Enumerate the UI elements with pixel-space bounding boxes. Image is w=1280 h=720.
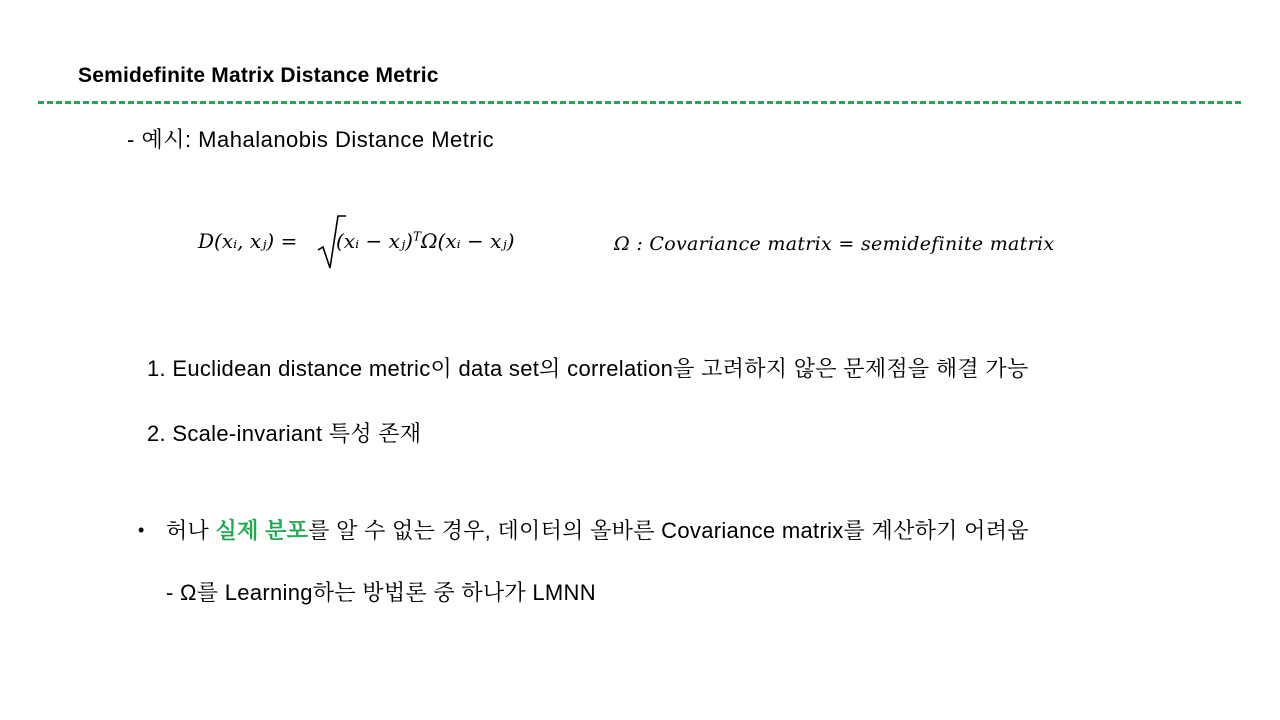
omega-definition: Ω : Covariance matrix = semidefinite matrix: [614, 233, 1055, 255]
bullet-marker: •: [138, 520, 145, 540]
sub-bullet: - Ω를 Learning하는 방법론 중 하나가 LMNN: [166, 580, 596, 605]
formula-radicand: [336, 229, 515, 253]
formula-radicand-pre: (xᵢ − xⱼ): [336, 229, 413, 253]
formula-lhs: D(xᵢ, xⱼ) =: [198, 229, 298, 253]
slide-title: Semidefinite Matrix Distance Metric: [78, 64, 439, 87]
bullet-highlight: 실제 분포: [215, 518, 309, 543]
point-1: 1. Euclidean distance metric이 data set의 correlation을 고려하지 않은 문제점을 해결 가능: [147, 356, 1029, 381]
formula-radicand-post: Ω(xᵢ − xⱼ): [420, 229, 515, 253]
example-line: - 예시: Mahalanobis Distance Metric: [127, 127, 495, 152]
dashed-divider: [38, 101, 1241, 104]
transpose-superscript: T: [412, 229, 421, 244]
bullet-prefix: 허나: [166, 518, 216, 543]
point-2: 2. Scale-invariant 특성 존재: [147, 421, 422, 446]
bullet-suffix: 를 알 수 없는 경우, 데이터의 올바른 Covariance matrix를 계산하기 어려움: [308, 518, 1029, 543]
bullet-item: [138, 514, 1029, 545]
